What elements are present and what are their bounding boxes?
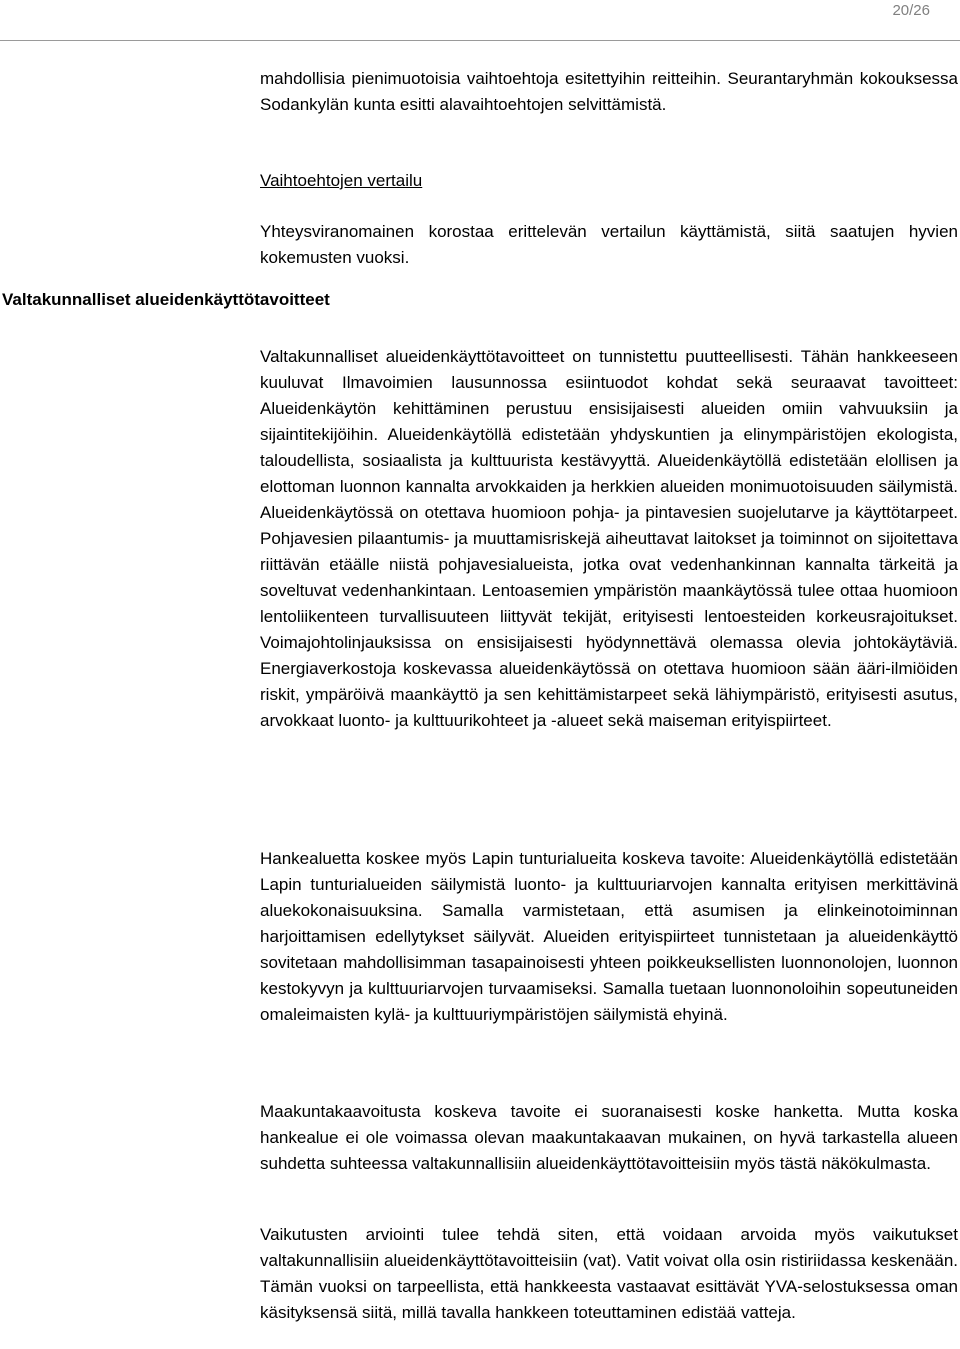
paragraph-impact-assessment — [260, 1222, 958, 1326]
comparison-heading: Vaihtoehtojen vertailu — [260, 171, 423, 190]
side-heading-vat: Valtakunnalliset alueidenkäyttötavoitteet — [2, 290, 330, 309]
impact-text: Vaikutusten arviointi tulee tehdä siten, että voidaan arvoida myös vaikutukset valtakunnallisiin alueidenkäyttötavoitteisiin (vat). Vatit voivat olla osin ristiriidassa keskenään. Tämän vuoksi on tarpeellista, että hankkeesta vastaavat esittävät YVA-selostuksessa oman käsityksensä siitä, millä tavalla hankkeen toteuttaminen edistää vatteja. — [260, 1225, 958, 1322]
page-number: 20/26 — [892, 2, 930, 19]
paragraph-lapland — [260, 846, 958, 1028]
intro-text: mahdollisia pienimuotoisia vaihtoehtoja esitettyihin reitteihin. Seurantaryhmän kokouksessa Sodankylän kunta esitti alavaihtoehtojen selvittämistä. — [260, 69, 958, 114]
paragraph-comparison — [260, 219, 958, 271]
paragraph-intro — [260, 66, 958, 118]
paragraph-regional-plan — [260, 1099, 958, 1177]
paragraph-vat — [260, 344, 958, 734]
plan-text: Maakuntakaavoitusta koskeva tavoite ei suoranaisesti koske hanketta. Mutta koska hankealue ei ole voimassa olevan maakuntakaavan mukainen, on hyvä tarkastella alueen suhdetta suhteessa valtakunnallisiin alueidenkäyttötavoitteisiin myös tästä näkökulmasta. — [260, 1102, 958, 1173]
lapland-text: Hankealuetta koskee myös Lapin tunturialueita koskeva tavoite: Alueidenkäytöllä edistetään Lapin tunturialueiden säilymistä luonto- ja kulttuuriarvojen kannalta erityisen merkittävinä aluekokonaisuuksina. Samalla varmistetaan, että asumisen ja elinkeinotoiminnan harjoittamisen edellytykset säilyvät. Alueiden erityispiirteet tunnistetaan ja alueidenkäyttö sovitetaan mahdollisimman tasapainoisesti yhteen poikkeuksellisten luonnonolojen, luonnon kestokyvyn ja kulttuuriarvojen turvaamiseksi. Samalla tuetaan luonnonoloihin sopeutuneiden omaleimaisten kylä- ja kulttuuriympäristöjen säilymistä ehyinä. — [260, 849, 958, 1024]
vat-text: Valtakunnalliset alueidenkäyttötavoitteet on tunnistettu puutteellisesti. Tähän hankkeeseen kuuluvat Ilmavoimien lausunnossa esiintuodot kohdat sekä seuraavat tavoitteet: Alueidenkäytön kehittäminen perustuu ensisijaisesti alueiden omiin vahvuuksiin ja sijaintitekijöihin. Alueidenkäytöllä edistetään yhdyskuntien ja elinympäristöjen ekologista, taloudellista, sosiaalista ja kulttuurista kestävyyttä. Alueidenkäytöllä edistetään elollisen ja elottoman luonnon kannalta arvokkaiden ja herkkien alueiden monimuotoisuuden säilymistä. Alueidenkäytössä on otettava huomioon pohja- ja pintavesien suojelutarve ja käyttötarpeet. Pohjavesien pilaantumis- ja muuttamisriskejä aiheuttavat laitokset ja toiminnot on sijoitettava riittävän etäälle niistä pohjavesialueista, jotka ovat vedenhankinnan kannalta tärkeitä ja soveltuvat vedenhankintaan. Lentoasemien ympäristön maankäytössä tulee ottaa huomioon lentoliikenteen turvallisuuteen liittyvät tekijät, erityisesti lentoesteiden korkeusrajoitukset. Voimajohtolinjauksissa on ensisijaisesti hyödynnettävä olemassa olevia johtokäytäviä. Energiaverkostoja koskevassa alueidenkäytössä on otettava huomioon sään ääri-ilmiöiden riskit, ympäröivä maankäyttö ja sen kehittämistarpeet sekä lähiympäristö, erityisesti asutus, arvokkaat luonto- ja kulttuurikohteet ja -alueet sekä maiseman erityispiirteet. — [260, 347, 958, 730]
header-rule — [0, 40, 960, 41]
comparison-text: Yhteysviranomainen korostaa erittelevän vertailun käyttämistä, siitä saatujen hyvien kokemusten vuoksi. — [260, 222, 958, 267]
subheading-comparison — [260, 168, 958, 194]
